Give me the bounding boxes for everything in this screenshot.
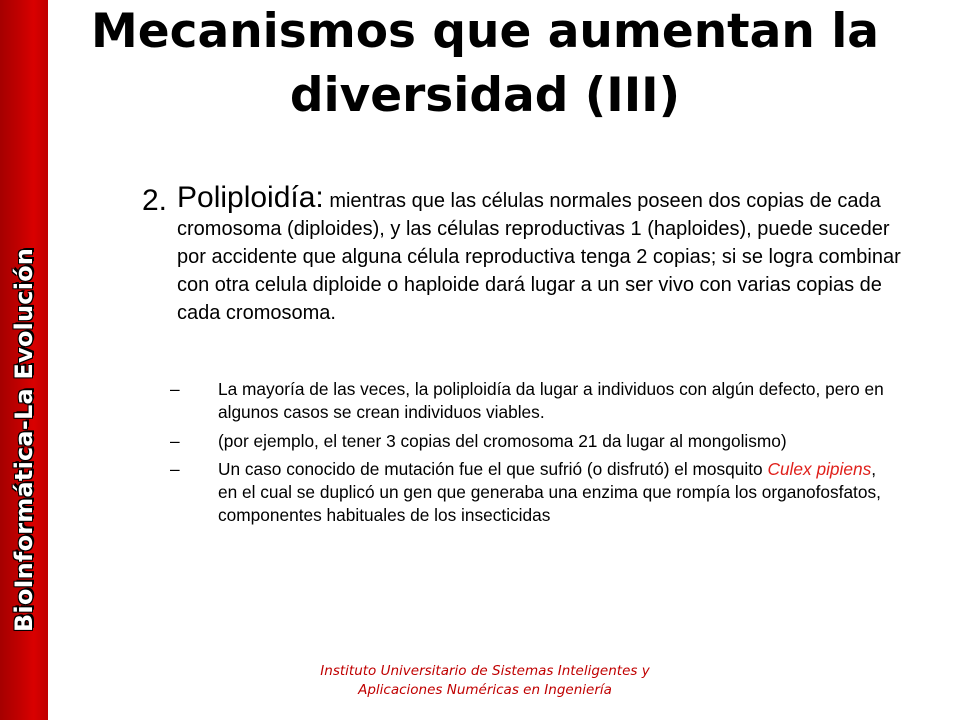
item-body [177,181,920,327]
sub-item-3 [170,458,890,526]
footer-institution [250,662,720,700]
sub-item-2 [170,430,890,453]
sub-item-text-before: Un caso conocido de mutación fue el que sufrió (o disfrutó) el mosquito [218,459,768,480]
title-line-1: Mecanismos que aumentan la [90,4,880,59]
sidebar-label: BioInformática-La Evolución [10,247,38,633]
sub-item-1 [170,378,890,424]
slide-title [60,0,910,128]
footer-line-2: Aplicaciones Numéricas en Ingeniería [358,682,612,698]
species-name: Culex pipiens [767,459,872,480]
title-line-2: diversidad (III) [289,68,681,123]
dash-bullet: – [170,379,180,399]
item-term: Poliploidía: [177,181,324,214]
sub-list [170,378,890,533]
dash-bullet: – [170,459,180,480]
sidebar-band [0,0,48,720]
footer-line-1: Instituto Universitario de Sistemas Inteligentes y [320,663,650,679]
sub-item-text: La mayoría de las veces, la poliploidía da lugar a individuos con algún defecto, pero en algunos casos se crean individuos viables. [218,379,884,422]
item-number: 2. [142,184,168,217]
dash-bullet: – [170,430,180,451]
item-description: mientras que las células normales poseen dos copias de cada cromosoma (diploides), y las células reproductivas 1 (haploides), puede suceder por accidente que alguna célula reproductiva tenga 2 copias; si se logra combinar con otra celula diploide o haploide dará lugar a un ser vivo con varias copias de cada cromosoma. [177,190,901,324]
sub-item-text-after: , en el cual se duplicó un gen que generaba una enzima que rompía los organofosfatos, componentes habituales de los insecticidas [218,459,881,525]
sub-item-text: (por ejemplo, el tener 3 copias del cromosoma 21 da lugar al mongolismo) [218,430,787,451]
main-list-item [120,181,920,327]
